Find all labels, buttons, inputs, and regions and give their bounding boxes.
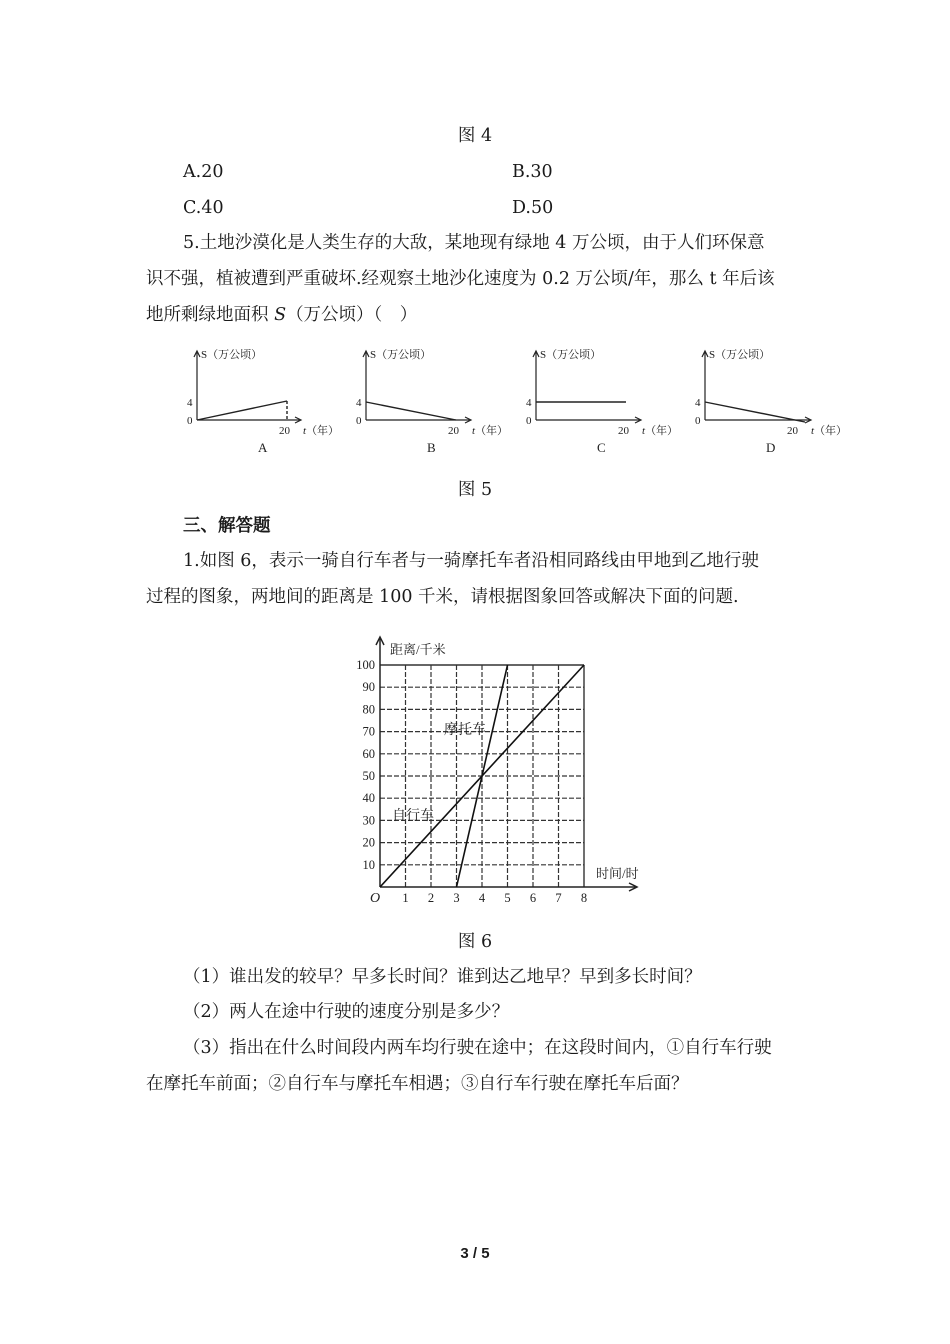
x-tick-label: 6 [529, 891, 537, 905]
fig5-panel-c-axes [533, 351, 641, 423]
fig5-a-y-label: S（万公顷） [201, 349, 263, 361]
section-3-title: 三、解答题 [183, 516, 271, 536]
q1-line-1: 1.如图 6，表示一骑自行车者与一骑摩托车者沿相同路线由甲地到乙地行驶 [183, 551, 759, 571]
fig5-c-x-tick: 20 [618, 425, 629, 437]
fig6-ticks [356, 658, 587, 905]
fig5-b-x-tick: 20 [448, 425, 459, 437]
fig5-c-y-label: S（万公顷） [540, 349, 602, 361]
y-tick-label: 100 [356, 658, 375, 672]
y-tick-label: 30 [362, 813, 375, 828]
q5-line-2: 识不强，植被遭到严重破坏.经观察土地沙化速度为 0.2 万公顷/年，那么 t 年后该 [146, 269, 775, 289]
fig5-a-y-tick: 4 [187, 397, 193, 409]
fig5-a-x-label: t（年） [303, 425, 340, 437]
q5-line-1: 5.土地沙漠化是人类生存的大敌，某地现有绿地 4 万公顷，由于人们环保意 [183, 233, 765, 253]
fig5-a-x-tick: 20 [279, 425, 290, 437]
fig5-d-x-tick: 20 [787, 425, 798, 437]
subq-3-line-1: （3）指出在什么时间段内两车均行驶在途中；在这段时间内，①自行车行驶 [183, 1038, 772, 1058]
y-tick-label: 20 [362, 835, 375, 850]
fig6-chart [340, 630, 670, 910]
q5-line-3-pre: 地所剩绿地面积 [146, 305, 275, 325]
option-a: A.20 [183, 162, 224, 182]
fig5-panel-a-letter: A [258, 440, 268, 455]
q5-line-3-post: （万公顷）（ ） [286, 305, 418, 325]
y-tick-label: 10 [362, 857, 375, 872]
x-tick-label: 1 [402, 891, 409, 905]
page-number: 3 / 5 [460, 1245, 490, 1262]
fig5-line-b [366, 402, 456, 420]
q5-line-3 [146, 307, 417, 325]
fig5-line-d [705, 402, 805, 422]
q5-var-s: S [274, 305, 287, 325]
option-c: C.40 [183, 198, 224, 218]
fig5-d-y-tick: 4 [695, 397, 701, 409]
fig5-d-origin: 0 [695, 415, 701, 427]
fig6-y-axis-label: 距离/千米 [390, 642, 446, 657]
x-tick-label: 8 [580, 891, 588, 905]
subq-2: （2）两人在途中行驶的速度分别是多少？ [183, 1002, 510, 1022]
fig5-b-y-label: S（万公顷） [370, 349, 432, 361]
fig5-panel-d-letter: D [766, 440, 776, 455]
x-tick-label: 3 [453, 891, 460, 905]
fig5-b-y-tick: 4 [356, 397, 362, 409]
fig5-a-origin: 0 [187, 415, 193, 427]
fig5-c-origin: 0 [526, 415, 532, 427]
x-tick-label: 7 [555, 891, 562, 905]
subq-1: （1）谁出发的较早？早多长时间？谁到达乙地早？早到多长时间？ [183, 967, 702, 987]
fig6-caption: 图 6 [457, 932, 493, 952]
fig6-x-axis-label: 时间/时 [596, 866, 639, 881]
x-tick-label: 4 [478, 891, 486, 905]
fig5-caption: 图 5 [457, 480, 493, 500]
fig5-panel-c-letter: C [597, 440, 606, 455]
fig5-panel-a-axes [194, 351, 301, 423]
subq-3-line-2: 在摩托车前面；②自行车与摩托车相遇；③自行车行驶在摩托车后面？ [146, 1074, 689, 1094]
y-tick-label: 40 [362, 791, 375, 806]
fig5-line-a [197, 401, 287, 420]
q1-line-2: 过程的图象，两地间的距离是 100 千米，请根据图象回答或解决下面的问题. [146, 587, 739, 607]
x-tick-label: 2 [427, 891, 435, 905]
y-tick-label: 90 [362, 680, 375, 695]
fig5-b-x-label: t（年） [472, 425, 509, 437]
fig6-series-label-motorcycle: 摩托车 [444, 723, 486, 738]
y-tick-label: 60 [362, 746, 375, 761]
fig5-c-x-label: t（年） [642, 425, 679, 437]
option-d: D.50 [512, 198, 554, 218]
fig4-caption: 图 4 [457, 126, 493, 146]
y-tick-label: 80 [362, 702, 375, 717]
y-tick-label: 50 [362, 769, 375, 783]
fig5-c-y-tick: 4 [526, 397, 532, 409]
fig5-b-origin: 0 [356, 415, 362, 427]
option-b: B.30 [512, 162, 553, 182]
x-tick-label: 5 [504, 891, 511, 905]
fig6-series-label-bicycle: 自行车 [392, 809, 434, 824]
fig6-origin: O [370, 891, 381, 906]
fig5-graphs [170, 338, 870, 468]
fig5-d-y-label: S（万公顷） [709, 349, 771, 361]
fig5-panel-b-letter: B [427, 440, 436, 455]
fig5-d-x-label: t（年） [811, 425, 848, 437]
y-tick-label: 70 [362, 724, 375, 739]
fig6-axes [376, 637, 637, 891]
